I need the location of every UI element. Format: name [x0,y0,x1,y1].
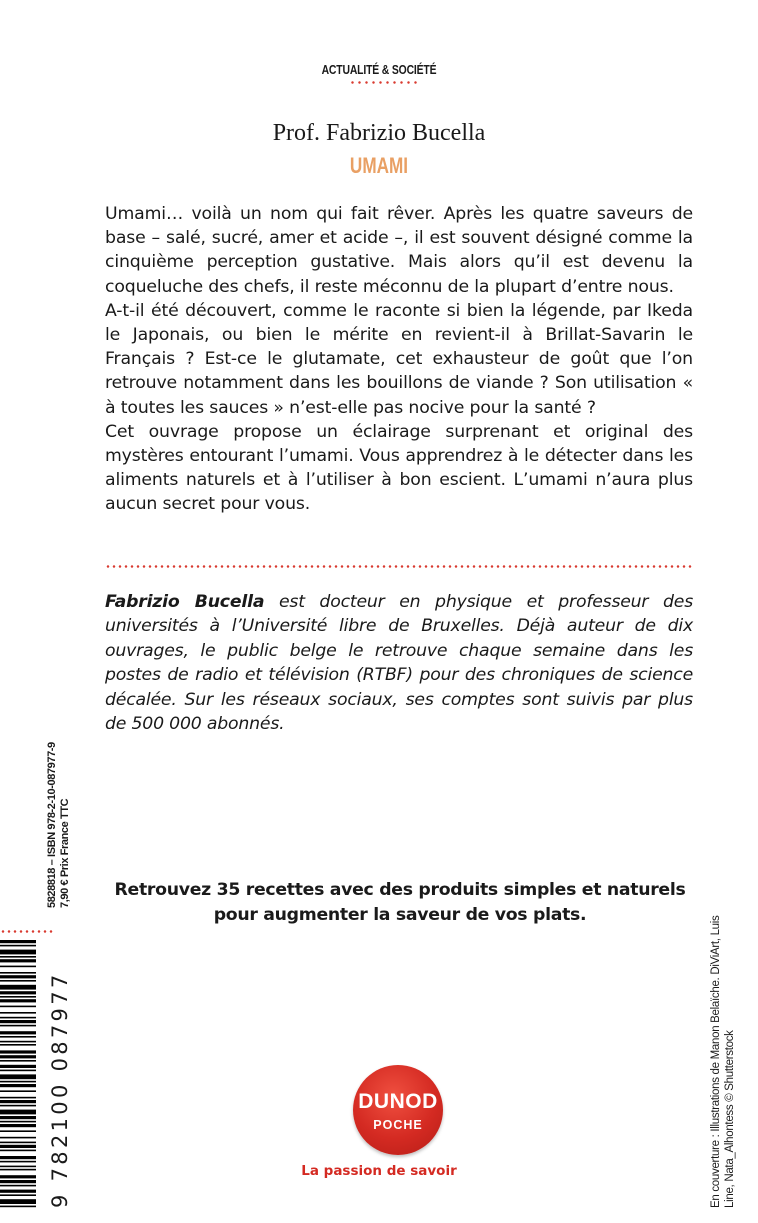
author-name: Prof. Fabrizio Bucella [272,120,486,146]
barcode-bar [0,980,36,982]
barcode-bar [0,1185,36,1187]
dotted-divider [105,565,693,568]
barcode-bar [0,1081,36,1083]
collection-name: POCHE [373,1118,423,1132]
barcode-bar [0,1190,36,1193]
barcode-bar [0,945,36,947]
barcode-bar [0,1070,36,1072]
recipes-promo-line: Retrouvez 35 recettes avec des produits simples et naturels [114,880,686,900]
barcode-bar [0,1142,36,1144]
barcode-bar [0,1121,36,1123]
isbn-dotted-divider [0,930,54,933]
isbn-info [46,708,76,908]
barcode-bar [0,975,36,978]
barcode-bar [0,1090,36,1092]
author-bio [105,590,693,736]
publisher-tagline: La passion de savoir [301,1163,457,1179]
barcode-bar [0,1074,36,1079]
barcode-bar [0,1194,36,1196]
barcode-bar [0,999,36,1002]
barcode-bar [0,1036,36,1038]
description [105,202,693,517]
barcode-bar [0,1124,36,1127]
barcode-bar [0,940,36,943]
barcode-bar [0,1050,36,1053]
barcode-digits: 9 782100 087977 [48,971,72,1208]
barcode-bar [0,972,36,974]
book-title: UMAMI [349,153,409,178]
bio-author-name: Fabrizio Bucella [105,592,265,612]
barcode-bar [0,1145,36,1148]
barcode-bar [0,1012,36,1014]
barcode-bar [0,991,36,994]
barcode-bar [0,956,36,958]
barcode-bar [0,1150,36,1152]
cover-credit-line: Line, Nata_Alhontess © Shutterstock [724,1030,736,1208]
recipes-promo-line: pour augmenter la saveur de vos plats. [213,905,587,925]
barcode-bar [0,1105,36,1107]
description-paragraph: Umami… voilà un nom qui fait rêver. Après les quatre saveurs de base – salé, sucré, amer et acide –, il est souvent désigné comme la cinquième perception gustative. Mais alors qu’il est devenu la coqueluche des chefs, il reste méconnu de la plupart d’entre nous. [105,204,693,297]
cover-credit [709,868,745,1208]
barcode-bar [0,1017,36,1019]
barcode-bar [0,1006,36,1008]
category-dotted-divider [349,81,419,84]
price-line: 7,90 € Prix France TTC [59,798,71,908]
barcode-bar [0,1060,36,1062]
barcode-bar [0,1100,36,1103]
description-paragraph: A-t-il été découvert, comme le raconte si bien la légende, par Ikeda le Japonais, ou bien le mérite en revient-il à Brillat-Savarin le Français ? Est-ce le glutamate, cet exhausteur de goût que l’on retrouve notamment dans les bouillons de viande ? Son utilisation « à toutes les sauces » n’est-elle pas nocive pour la santé ? [105,300,693,418]
isbn-line: 5828818 – ISBN 978-2-10-087977-9 [46,742,58,908]
barcode-bar [0,1110,36,1115]
barcode-bar [0,1180,36,1183]
bio-text: est docteur en physique et professeur des universités à l’Université libre de Bruxelles. Déjà auteur de dix ouvrages, le public belge le retrouve chaque semaine dans les postes de radio et télévision (RTBF) pour des chroniques de science décalée. Sur les réseaux sociaux, ses comptes sont suivis par plus de 500 000 abonnés. [105,592,694,735]
barcode-bar [0,1156,36,1159]
barcode-bar [0,959,36,962]
barcode-bar [0,1031,36,1034]
barcode-bar [0,1199,36,1204]
description-paragraph: Cet ouvrage propose un éclairage surprenant et original des mystères entourant l’umami. Vous apprendrez à le détecter dans les aliments naturels et à l’utiliser à bon escient. L’umami n’aura plus aucun secret pour vous. [105,421,693,515]
cover-credit-line: En couverture : Illustrations de Manon Belaïche. DiViArt, Luis [710,915,722,1208]
barcode-bar [0,1137,36,1139]
barcode-bar [0,1041,36,1043]
barcode-bar [0,1065,36,1068]
barcode-bar [0,1097,36,1099]
barcode-bar [0,1055,36,1058]
category-label: ACTUALITÉ & SOCIÉTÉ [321,62,437,77]
barcode-bar [0,985,36,990]
barcode-bar [0,996,36,998]
barcode-bar [0,1020,36,1023]
dunod-poche-logo [353,1065,443,1155]
barcode-bar [0,1025,36,1027]
barcode-bar [0,966,36,968]
barcode-bar [0,1130,36,1132]
recipes-promo [80,878,720,928]
barcode-bar [0,1044,36,1046]
barcode-bar [0,1206,36,1208]
publisher-name: DUNOD [358,1090,438,1113]
barcode-bar [0,1116,36,1119]
barcode-bar [0,950,36,955]
barcode-bar [0,1084,36,1087]
